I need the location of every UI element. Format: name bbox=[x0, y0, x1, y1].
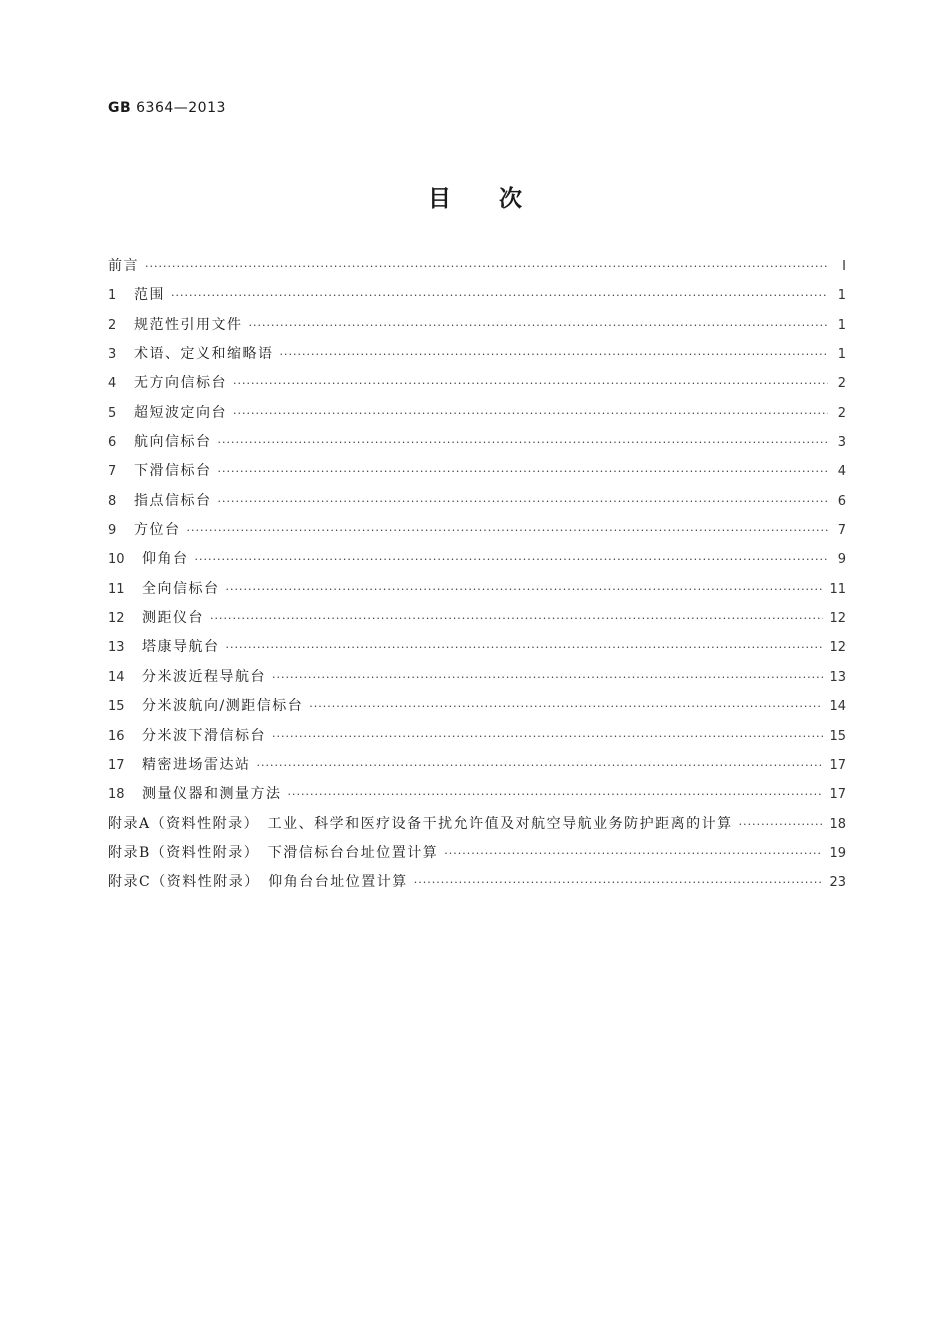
toc-leader-dots bbox=[218, 436, 829, 449]
toc-entry[interactable] bbox=[108, 842, 846, 871]
toc-entry-label: 规范性引用文件 bbox=[134, 316, 243, 333]
toc-leader-dots bbox=[195, 553, 829, 566]
toc-entry-page: 9 bbox=[837, 552, 846, 568]
toc-entry[interactable] bbox=[108, 255, 846, 284]
toc-entry-label: 无方向信标台 bbox=[134, 375, 227, 392]
toc-leader-dots bbox=[280, 348, 829, 361]
toc-leader-dots bbox=[226, 641, 824, 654]
table-of-contents bbox=[108, 255, 846, 901]
toc-entry-label: 分米波航向/测距信标台 bbox=[142, 698, 304, 715]
toc-entry-number: 18 bbox=[108, 787, 125, 803]
toc-leader-dots bbox=[444, 847, 823, 860]
toc-leader-dots bbox=[210, 612, 823, 625]
toc-entry-page: 1 bbox=[837, 347, 846, 363]
toc-entry-number: 16 bbox=[108, 728, 125, 744]
toc-leader-dots bbox=[257, 759, 824, 772]
toc-entry-label: 超短波定向台 bbox=[134, 404, 227, 421]
toc-entry[interactable] bbox=[108, 519, 846, 548]
standard-number: 6364—2013 bbox=[136, 100, 226, 116]
toc-entry-number: 3 bbox=[108, 347, 117, 363]
toc-leader-dots bbox=[218, 465, 829, 478]
toc-entry-number: 11 bbox=[108, 581, 125, 597]
toc-entry-label: 测量仪器和测量方法 bbox=[142, 786, 282, 803]
toc-entry[interactable] bbox=[108, 284, 846, 313]
toc-entry[interactable] bbox=[108, 813, 846, 842]
toc-entry[interactable] bbox=[108, 578, 846, 607]
toc-entry-page: 6 bbox=[837, 493, 846, 509]
toc-entry[interactable] bbox=[108, 548, 846, 577]
toc-entry[interactable] bbox=[108, 490, 846, 519]
toc-entry-page: 2 bbox=[837, 405, 846, 421]
toc-entry-label: 测距仪台 bbox=[142, 610, 204, 627]
toc-entry[interactable] bbox=[108, 431, 846, 460]
toc-entry[interactable] bbox=[108, 754, 846, 783]
toc-leader-dots bbox=[249, 319, 829, 332]
toc-entry-page: 23 bbox=[829, 875, 846, 891]
toc-entry-label: 分米波近程导航台 bbox=[142, 668, 266, 685]
toc-entry[interactable] bbox=[108, 666, 846, 695]
toc-leader-dots bbox=[145, 260, 828, 273]
toc-entry-label: 术语、定义和缩略语 bbox=[134, 346, 274, 363]
toc-entry-page: 15 bbox=[829, 728, 846, 744]
toc-entry-label: 分米波下滑信标台 bbox=[142, 727, 266, 744]
toc-entry-number: 4 bbox=[108, 376, 117, 392]
toc-entry-number: 2 bbox=[108, 317, 117, 333]
toc-entry-number: 10 bbox=[108, 552, 125, 568]
toc-entry[interactable] bbox=[108, 607, 846, 636]
toc-entry-number: 1 bbox=[108, 288, 117, 304]
toc-entry-label: 附录B（资料性附录） 下滑信标台台址位置计算 bbox=[108, 844, 439, 861]
toc-entry-label: 范围 bbox=[134, 287, 165, 304]
toc-entry-label: 前言 bbox=[108, 258, 139, 274]
toc-entry[interactable] bbox=[108, 402, 846, 431]
toc-entry-label: 仰角台 bbox=[142, 551, 189, 568]
toc-leader-dots bbox=[218, 495, 829, 508]
toc-entry-page: 13 bbox=[829, 669, 846, 685]
standard-code: GB bbox=[108, 100, 132, 116]
toc-entry[interactable] bbox=[108, 314, 846, 343]
toc-entry-page: 14 bbox=[829, 699, 846, 715]
toc-entry-number: 5 bbox=[108, 405, 117, 421]
toc-entry[interactable] bbox=[108, 783, 846, 812]
toc-entry-number: 7 bbox=[108, 464, 117, 480]
toc-leader-dots bbox=[739, 818, 824, 831]
toc-entry-page: 1 bbox=[837, 317, 846, 333]
toc-entry[interactable] bbox=[108, 871, 846, 900]
toc-entry-number: 15 bbox=[108, 699, 125, 715]
toc-entry-page: 11 bbox=[829, 581, 846, 597]
toc-leader-dots bbox=[226, 583, 824, 596]
toc-entry-label: 全向信标台 bbox=[142, 580, 220, 597]
toc-entry-page: 12 bbox=[829, 640, 846, 656]
toc-entry-label: 附录C（资料性附录） 仰角台台址位置计算 bbox=[108, 874, 408, 891]
document-header bbox=[108, 100, 226, 116]
toc-leader-dots bbox=[272, 671, 823, 684]
toc-entry-number: 8 bbox=[108, 493, 117, 509]
toc-leader-dots bbox=[171, 289, 828, 302]
toc-entry-page: 7 bbox=[837, 523, 846, 539]
toc-entry[interactable] bbox=[108, 343, 846, 372]
toc-entry[interactable] bbox=[108, 460, 846, 489]
toc-entry-page: 19 bbox=[829, 845, 846, 861]
toc-leader-dots bbox=[187, 524, 829, 537]
toc-leader-dots bbox=[272, 730, 823, 743]
toc-entry[interactable] bbox=[108, 725, 846, 754]
toc-entry[interactable] bbox=[108, 636, 846, 665]
toc-leader-dots bbox=[414, 876, 824, 889]
toc-entry-page: 12 bbox=[829, 611, 846, 627]
toc-entry-number: 14 bbox=[108, 669, 125, 685]
toc-entry-page: 4 bbox=[837, 464, 846, 480]
toc-entry-page: 18 bbox=[829, 816, 846, 832]
toc-entry-page: 17 bbox=[829, 757, 846, 773]
toc-entry[interactable] bbox=[108, 372, 846, 401]
toc-entry-label: 指点信标台 bbox=[134, 492, 212, 509]
toc-leader-dots bbox=[233, 407, 828, 420]
toc-entry-number: 13 bbox=[108, 640, 125, 656]
toc-entry-number: 9 bbox=[108, 523, 117, 539]
toc-entry-number: 6 bbox=[108, 435, 117, 451]
toc-leader-dots bbox=[233, 377, 828, 390]
toc-entry-label: 方位台 bbox=[134, 522, 181, 539]
page-title: 目次 bbox=[428, 186, 570, 212]
toc-entry[interactable] bbox=[108, 695, 846, 724]
toc-entry-page: Ⅰ bbox=[842, 259, 846, 274]
toc-entry-label: 精密进场雷达站 bbox=[142, 756, 251, 773]
toc-entry-label: 塔康导航台 bbox=[142, 639, 220, 656]
toc-entry-label: 下滑信标台 bbox=[134, 463, 212, 480]
toc-entry-page: 3 bbox=[837, 435, 846, 451]
toc-entry-page: 1 bbox=[837, 288, 846, 304]
toc-entry-label: 附录A（资料性附录） 工业、科学和医疗设备干扰允许值及对航空导航业务防护距离的计算 bbox=[108, 815, 733, 832]
toc-leader-dots bbox=[309, 700, 823, 713]
toc-entry-number: 17 bbox=[108, 757, 125, 773]
toc-entry-page: 2 bbox=[837, 376, 846, 392]
toc-entry-number: 12 bbox=[108, 611, 125, 627]
toc-entry-label: 航向信标台 bbox=[134, 434, 212, 451]
toc-entry-page: 17 bbox=[829, 787, 846, 803]
toc-leader-dots bbox=[288, 788, 824, 801]
